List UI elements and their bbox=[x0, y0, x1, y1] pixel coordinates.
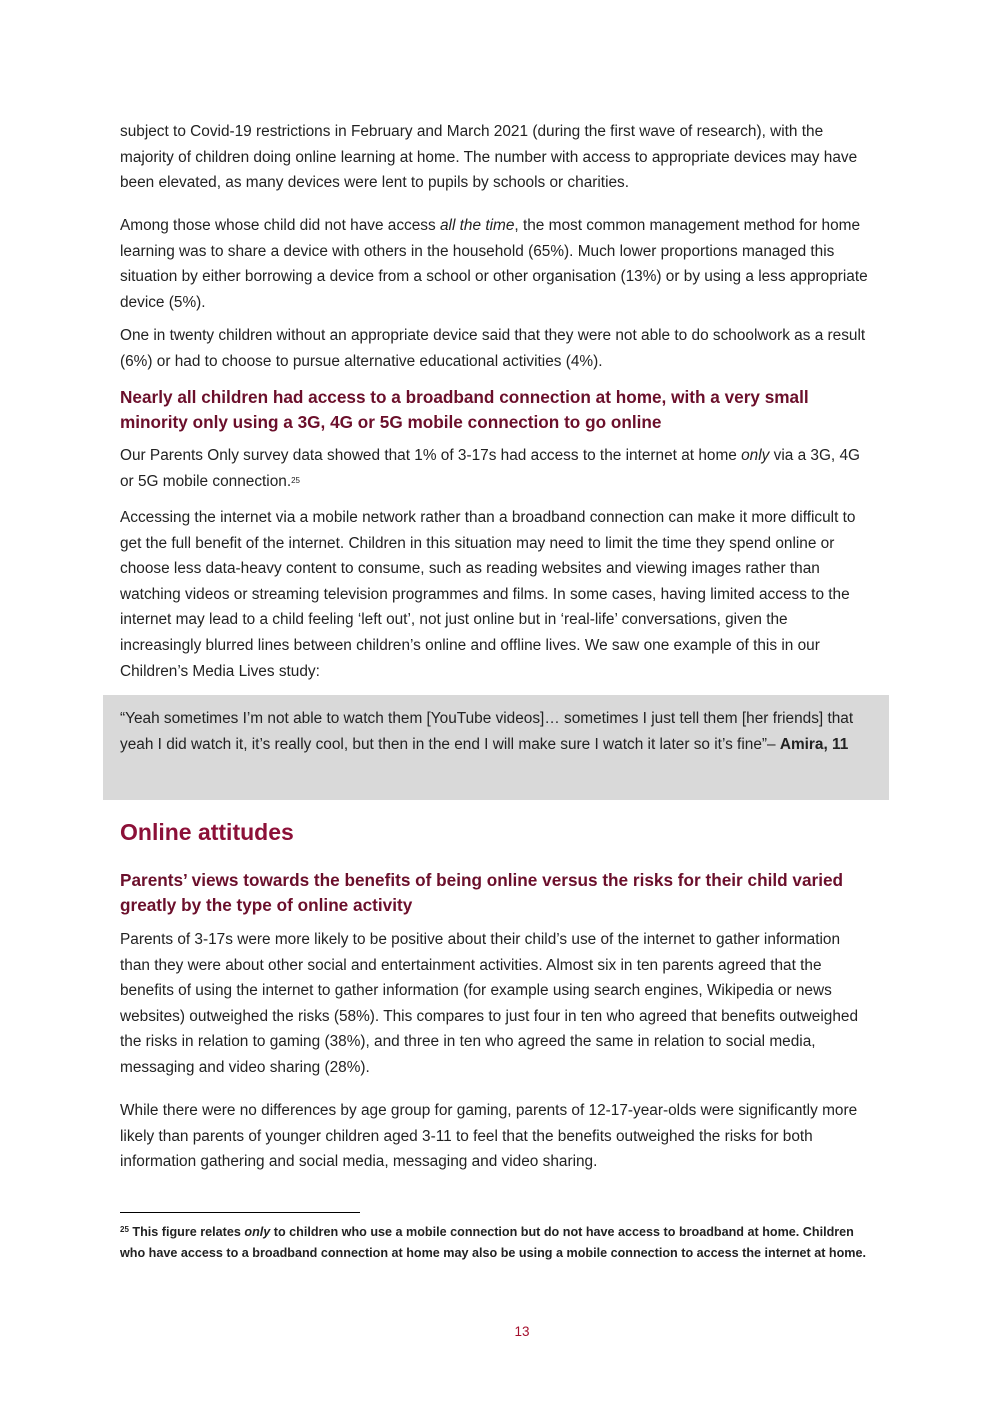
quote-text: “Yeah sometimes I’m not able to watch them [YouTube videos]… sometimes I just tell them [her friends] that yeah I did watch it, it’s really cool, but then in the end I will make sure I watch it later so it’s fine”– Amira, 11 bbox=[120, 710, 854, 753]
page-number: 13 bbox=[514, 1324, 530, 1339]
footnote-divider bbox=[120, 1212, 360, 1213]
footnote-25: $^{25}$ This figure relates only to children who use a mobile connection but do not have access to broadband at home. Children who have access to a broadband connection at home may also be using a mobile connection to access the internet at home. bbox=[120, 1225, 867, 1260]
heading-online-attitudes: Online attitudes bbox=[120, 819, 294, 845]
quote-attribution: Amira, 11 bbox=[779, 735, 849, 753]
quote-box bbox=[103, 695, 889, 800]
paragraph-benefits-vs-risks: Parents of 3-17s were more likely to be positive about their child’s use of the internet to gather information than they were about other social and entertainment activities. Almost six in ten parents agreed that the benefits of using the internet to gather information (for example using search engines, Wikipedia or news websites) outweighed the risks (58%). This compares to just four in ten who agreed that benefits outweighed the risks in relation to gaming (38%), and three in ten who agreed the same in relation to social media, messaging and video sharing (28%). bbox=[120, 931, 859, 1076]
paragraph-covid-devices: subject to Covid-19 restrictions in February and March 2021 (during the first wave of research), with the majority of children doing online learning at home. The number with access to appropriate devices may have been elevated, as many devices were lent to pupils by schools or charities. bbox=[120, 123, 858, 192]
footnote-reference: 25 bbox=[291, 475, 301, 485]
paragraph-age-group-differences: While there were no differences by age group for gaming, parents of 12-17-year-olds were significantly more likely than parents of younger children aged 3-11 to feel that the benefits outweighed the risks for both information gathering and social media, messaging and video sharing. bbox=[120, 1102, 858, 1171]
paragraph-schoolwork-impact: One in twenty children without an appropriate device said that they were not able to do schoolwork as a result (6%) or had to choose to pursue alternative educational activities (4%). bbox=[120, 327, 866, 370]
footnote-number: 25 bbox=[120, 1225, 129, 1234]
heading-broadband-access: Nearly all children had access to a broadband connection at home, with a very small minority only using a 3G, 4G or 5G mobile connection to go online bbox=[120, 387, 809, 432]
paragraph-mobile-only-access: Our Parents Only survey data showed that 1% of 3-17s had access to the internet at home only via a 3G, 4G or 5G mobile connection.$^{25}$ bbox=[120, 447, 861, 490]
heading-parents-views: Parents’ views towards the benefits of being online versus the risks for their child varied greatly by the type of online activity bbox=[120, 870, 844, 915]
paragraph-home-learning-management: Among those whose child did not have access all the time, the most common management method for home learning was to share a device with others in the household (65%). Much lower proportions managed this situation by either borrowing a device from a school or other organisation (13%) or by using a less appropriate device (5%). bbox=[120, 217, 868, 311]
paragraph-mobile-network-limitations: Accessing the internet via a mobile network rather than a broadband connection can make it more difficult to get the full benefit of the internet. Children in this situation may need to limit the time they spend online or choose less data-heavy content to consume, such as reading websites and viewing images rather than watching videos or streaming television programmes and films. In some cases, having limited access to the internet may lead to a child feeling ‘left out’, not just online but in ‘real-life’ conversations, given the increasingly blurred lines between children’s online and offline lives. We saw one example of this in our Children’s Media Lives study: bbox=[120, 509, 856, 680]
